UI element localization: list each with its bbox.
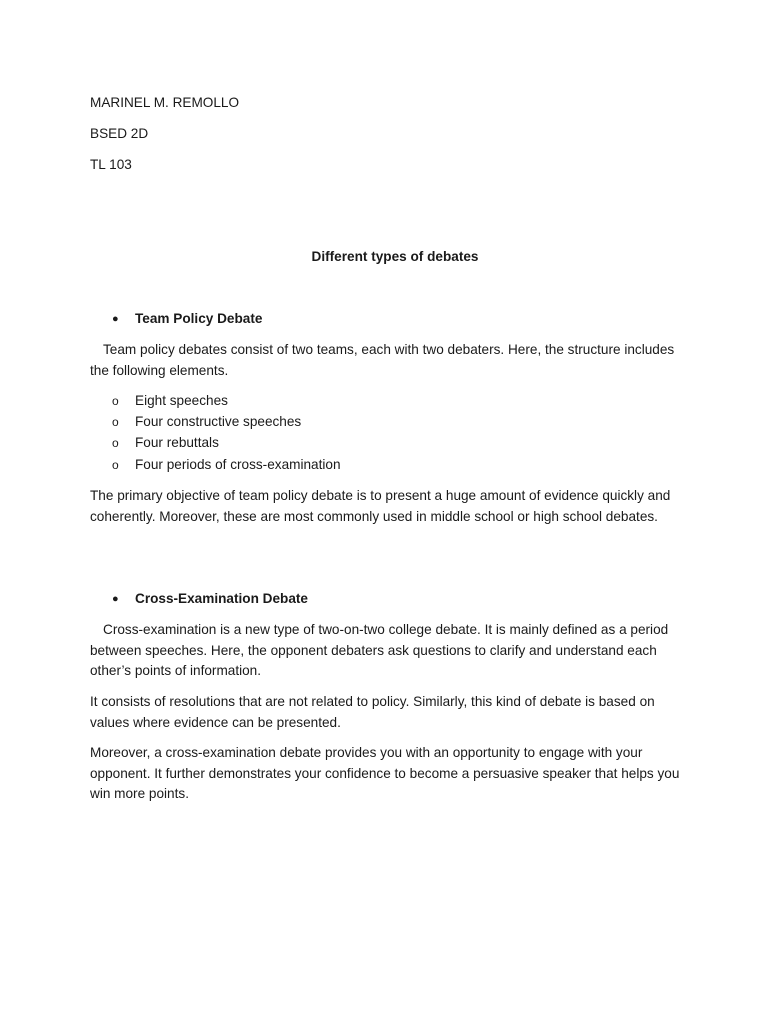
bullet-icon: ● <box>112 593 119 605</box>
list-item-text: Four rebuttals <box>135 435 219 450</box>
list-item-text: Eight speeches <box>135 393 228 408</box>
course-code: TL 103 <box>90 157 132 172</box>
cross-examination-opportunity: Moreover, a cross-examination debate provides you with an opportunity to engage with your opponent. It further demonstrates your confidence to become a persuasive speaker that helps you win more points. <box>90 745 680 802</box>
author-section: BSED 2D <box>90 126 149 141</box>
cross-examination-resolutions: It consists of resolutions that are not related to policy. Similarly, this kind of debate is based on values where evidence can be presented. <box>90 694 655 730</box>
team-policy-heading: Team Policy Debate <box>135 311 263 326</box>
list-item-text: Four constructive speeches <box>135 414 302 429</box>
hollow-bullet-icon: o <box>112 394 119 408</box>
cross-examination-heading: Cross-Examination Debate <box>135 591 308 606</box>
cross-examination-intro: Cross-examination is a new type of two-on-two college debate. It is mainly defined as a period between speeches. Here, the opponent debaters ask questions to clarify and understand each other’s points of information. <box>90 622 669 679</box>
hollow-bullet-icon: o <box>112 415 119 429</box>
author-name: MARINEL M. REMOLLO <box>90 95 240 110</box>
list-item-text: Four periods of cross-examination <box>135 457 341 472</box>
document-title: Different types of debates <box>311 249 479 264</box>
team-policy-objective: The primary objective of team policy debate is to present a huge amount of evidence quickly and coherently. Moreover, these are most commonly used in middle school or high school debates. <box>90 488 671 524</box>
bullet-icon: ● <box>112 313 119 325</box>
hollow-bullet-icon: o <box>112 436 119 450</box>
team-policy-intro: Team policy debates consist of two teams, each with two debaters. Here, the structure includes the following elements. <box>90 342 675 378</box>
hollow-bullet-icon: o <box>112 458 119 472</box>
